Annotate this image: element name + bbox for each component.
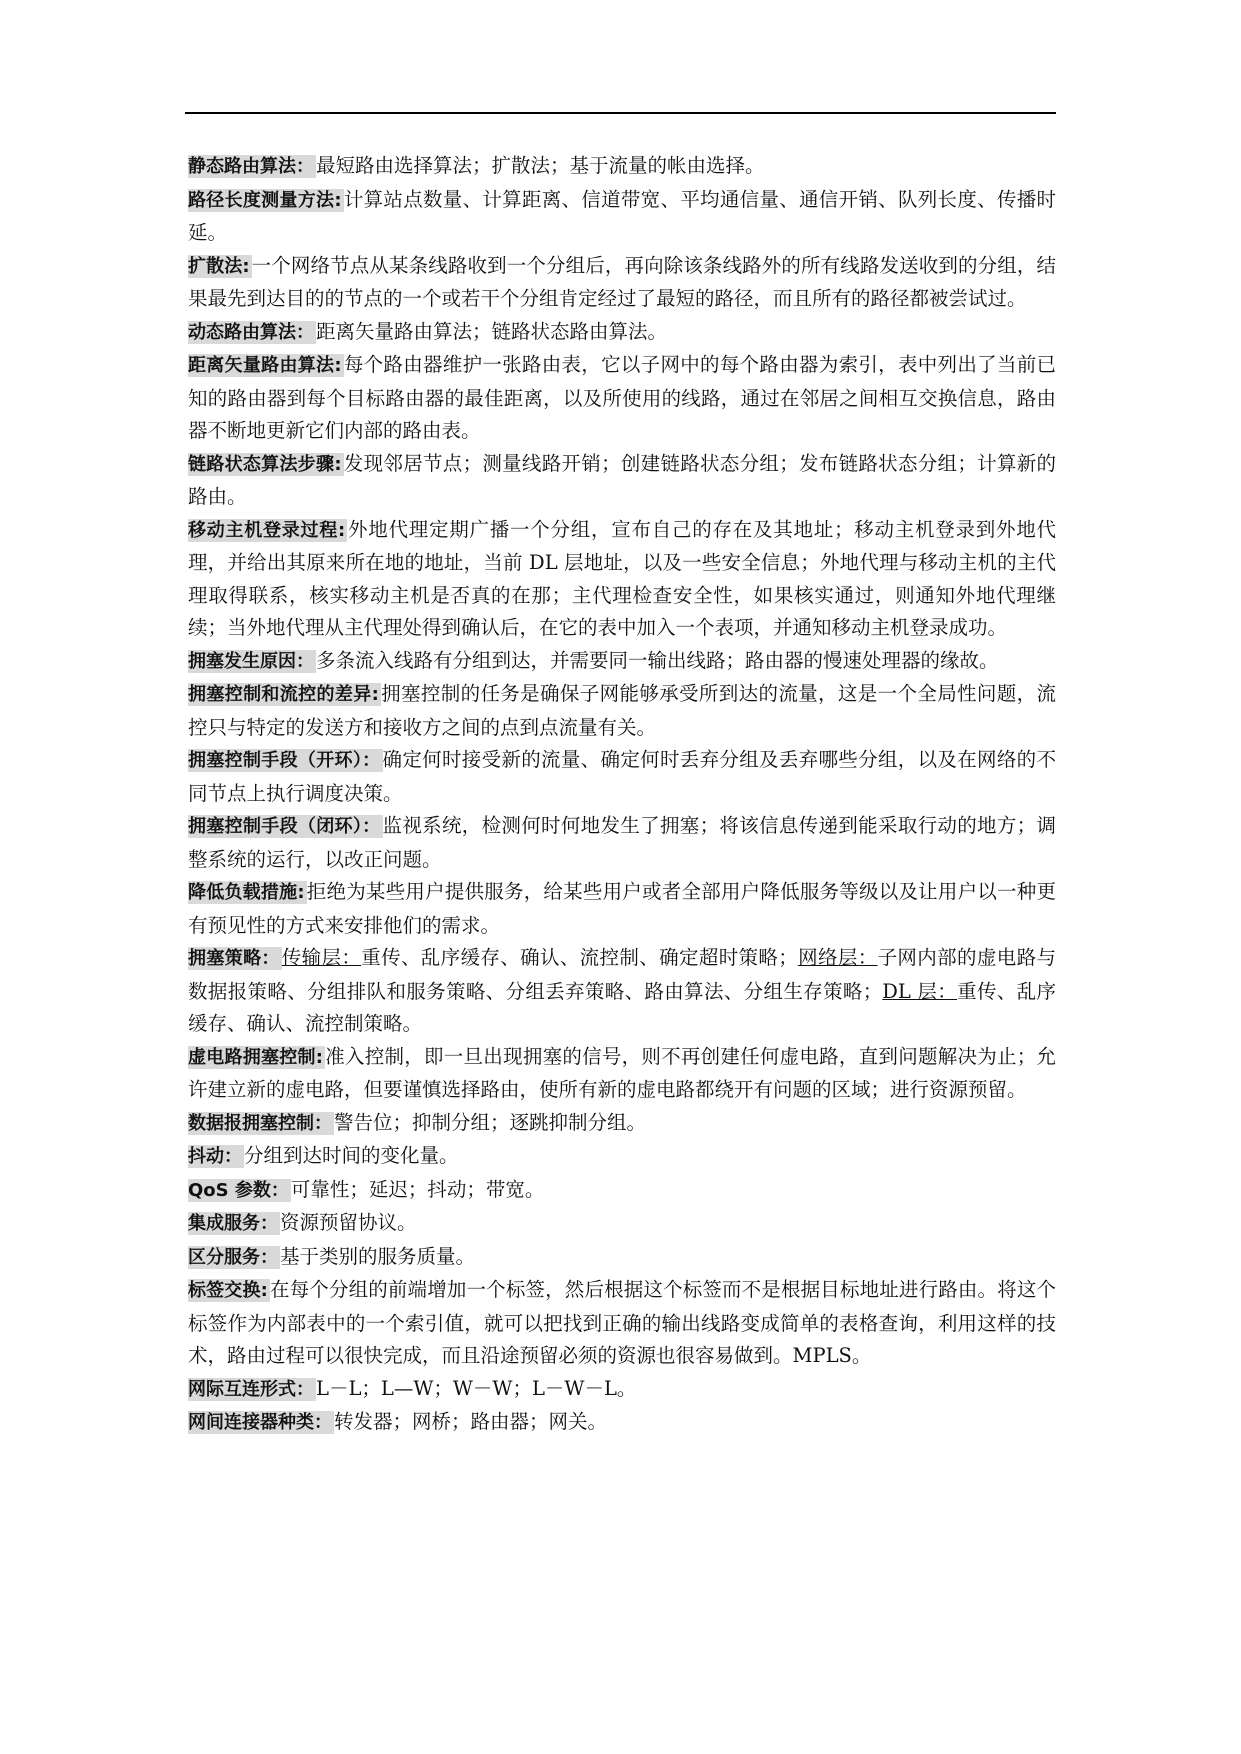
definition-text: 最短路由选择算法；扩散法；基于流量的帐由选择。 xyxy=(316,154,765,177)
definition-entry xyxy=(188,1174,1056,1208)
definition-entry xyxy=(188,1241,1056,1275)
definition-text: 发现邻居节点；测量线路开销；创建链路状态分组；发布链路状态分组；计算新的路由。 xyxy=(188,451,1056,508)
definitions-list xyxy=(188,150,1056,1440)
definition-entry xyxy=(188,349,1056,448)
definition-text: 资源预留协议。 xyxy=(280,1211,417,1234)
term-label: 距离矢量路由算法: xyxy=(188,355,342,376)
term-label: 拥塞控制手段（闭环）： xyxy=(188,816,381,837)
term-label: 虚电路拥塞控制: xyxy=(188,1046,323,1068)
definition-entry xyxy=(188,250,1056,316)
definition-text: L－L；L—W；W－W；L－W－L。 xyxy=(316,1376,637,1400)
term-label: 路径长度测量方法: xyxy=(188,189,342,211)
definition-entry xyxy=(188,1406,1056,1440)
term-label: 网际互连形式： xyxy=(188,1378,314,1400)
term-label: 动态路由算法： xyxy=(188,321,314,343)
definition-entry xyxy=(188,876,1056,942)
definition-text: 子网内部的虚电路与数据报策略、分组排队和服务策略、分组丢弃策略、路由算法、分组生存策略； xyxy=(188,946,1056,1003)
term-label: 链路状态算法步骤: xyxy=(188,453,342,475)
definition-text: 可靠性；延迟；抖动；带宽。 xyxy=(290,1177,545,1201)
definition-text: 基于类别的服务质量。 xyxy=(280,1244,476,1268)
definition-text: 分组到达时间的变化量。 xyxy=(244,1144,459,1167)
term-label: QoS 参数： xyxy=(188,1179,289,1201)
definition-entry xyxy=(188,1107,1056,1141)
definition-text: 一个网络节点从某条线路收到一个分组后，再向除该条线路外的所有线路发送收到的分组，结果最先到达目的的节点的一个或若干个分组肯定经过了最短的路径，而且所有的路径都被尝试过。 xyxy=(188,253,1056,310)
definition-text: 警告位；抑制分组；逐跳抑制分组。 xyxy=(334,1110,647,1134)
definition-text: 多条流入线路有分组到达，并需要同一输出线路；路由器的慢速处理器的缘故。 xyxy=(316,648,999,672)
definition-text: 距离矢量路由算法；链路状态路由算法。 xyxy=(316,319,668,343)
definition-text: 每个路由器维护一张路由表，它以子网中的每个路由器为索引，表中列出了当前已知的路由器到每个目标路由器的最佳距离，以及所使用的线路，通过在邻居之间相互交换信息，路由器不断地更新它们内部的路由表。 xyxy=(188,353,1056,442)
definition-entry xyxy=(188,645,1056,679)
definition-text: 转发器；网桥；路由器；网关。 xyxy=(334,1410,608,1433)
definition-entry xyxy=(188,514,1056,645)
definition-entry xyxy=(188,1140,1056,1174)
term-label: 拥塞控制和流控的差异: xyxy=(188,684,379,705)
definition-entry xyxy=(188,448,1056,514)
term-label: 区分服务： xyxy=(188,1246,278,1268)
term-label: 移动主机登录过程: xyxy=(188,519,346,541)
definition-text: 准入控制，即一旦出现拥塞的信号，则不再创建任何虚电路，直到问题解决为止；允许建立新的虚电路，但要谨慎选择路由，使所有新的虚电路都绕开有问题的区域；进行资源预留。 xyxy=(188,1044,1056,1101)
definition-text: 拒绝为某些用户提供服务，给某些用户或者全部用户降低服务等级以及让用户以一种更有预见性的方式来安排他们的需求。 xyxy=(188,880,1056,937)
definition-text: 外地代理定期广播一个分组，宣布自己的存在及其地址；移动主机登录到外地代理，并给出其原来所在地的地址，当前 DL 层地址，以及一些安全信息；外地代理与移动主机的主代理取得联系，核实移动主机是否真的在那；主代理检查安全性，如果核实通过，则通知外地代理继续；当外地代理从主代理处得到确认后，在它的表中加入一个表项，并通知移动主机登录成功。 xyxy=(188,517,1056,639)
term-label: 拥塞发生原因： xyxy=(188,650,314,672)
definition-entry xyxy=(188,678,1056,744)
layer-label: DL 层： xyxy=(882,979,958,1003)
definition-text: 监视系统，检测何时何地发生了拥塞；将该信息传递到能采取行动的地方；调整系统的运行，以改正问题。 xyxy=(188,814,1056,871)
definition-entry xyxy=(188,150,1056,184)
term-label: 数据报拥塞控制： xyxy=(188,1112,332,1134)
definition-entry xyxy=(188,184,1056,250)
layer-label: 传输层： xyxy=(281,946,362,969)
term-label: 拥塞策略： xyxy=(188,948,280,969)
definition-entry xyxy=(188,316,1056,350)
layer-label: 网络层： xyxy=(797,946,878,969)
definition-text: 在每个分组的前端增加一个标签，然后根据这个标签而不是根据目标地址进行路由。将这个标签作为内部表中的一个索引值，就可以把找到正确的输出线路变成简单的表格查询，利用这样的技术，路由过程可以很快完成，而且沿途预留必须的资源也很容易做到。MPLS。 xyxy=(188,1278,1056,1367)
term-label: 标签交换: xyxy=(188,1280,268,1301)
term-label: 网间连接器种类： xyxy=(188,1412,332,1433)
definition-text: 确定何时接受新的流量、确定何时丢弃分组及丢弃哪些分组，以及在网络的不同节点上执行调度决策。 xyxy=(188,748,1056,805)
definition-entry xyxy=(188,1041,1056,1107)
definition-entry xyxy=(188,1373,1056,1407)
definition-entry xyxy=(188,810,1056,876)
term-label: 静态路由算法： xyxy=(188,156,314,177)
term-label: 扩散法: xyxy=(188,255,250,277)
definition-entry xyxy=(188,744,1056,810)
definition-entry xyxy=(188,1274,1056,1373)
definition-text: 计算站点数量、计算距离、信道带宽、平均通信量、通信开销、队列长度、传播时延。 xyxy=(188,187,1056,244)
term-label: 降低负载措施: xyxy=(188,882,305,903)
definition-text: 重传、乱序缓存、确认、流控制、确定超时策略； xyxy=(361,946,798,969)
definition-entry xyxy=(188,1207,1056,1241)
term-label: 拥塞控制手段（开环）： xyxy=(188,750,381,771)
definition-entry xyxy=(188,942,1056,1041)
term-label: 集成服务： xyxy=(188,1213,278,1234)
header-rule xyxy=(185,112,1056,114)
definition-text: 拥塞控制的任务是确保子网能够承受所到达的流量，这是一个全局性问题，流控只与特定的发送方和接收方之间的点到点流量有关。 xyxy=(188,682,1056,739)
definition-text: 重传、乱序缓存、确认、流控制策略。 xyxy=(188,979,1056,1035)
term-label: 抖动： xyxy=(188,1146,242,1167)
